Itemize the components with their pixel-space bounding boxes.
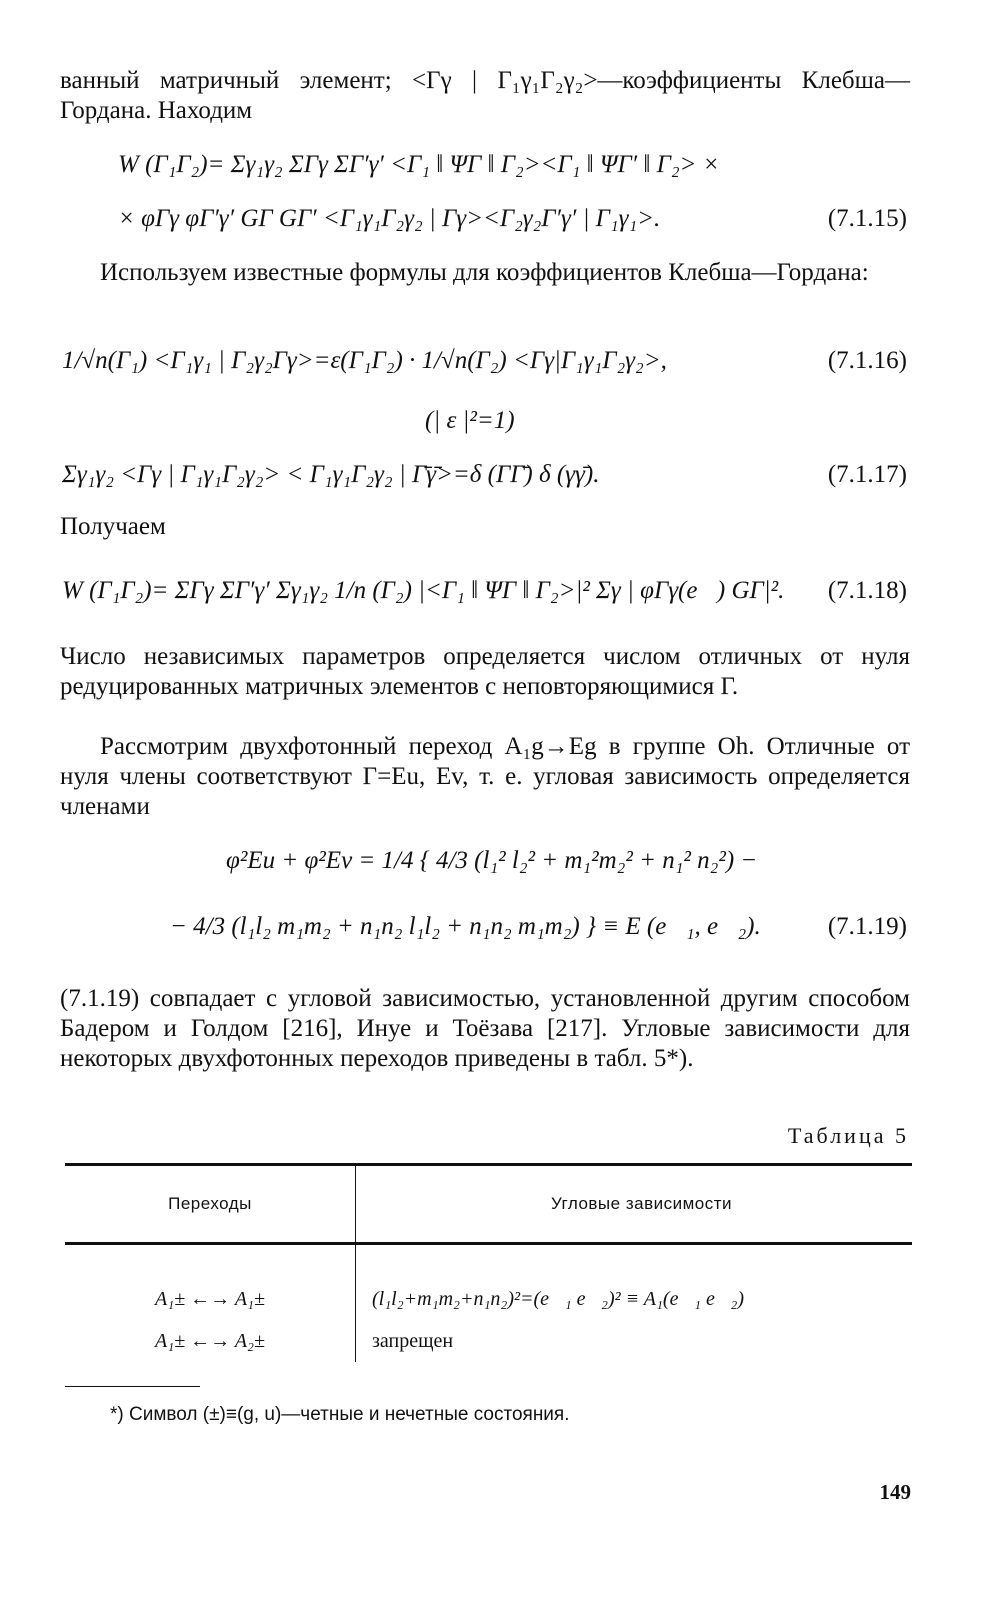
equation-7-1-19-line2: − 4/3 (l₁l₂ m₁m₂ + n₁n₂ l₁l₂ + n₁n₂ m₁m₂) } ≡ E (e⃗₁, e⃗₂).: [170, 913, 761, 940]
equation-7-1-16-condition: (| ε |²=1): [425, 407, 515, 434]
equation-number-7-1-17: (7.1.17): [827, 461, 907, 488]
paragraph-clebsch-gordan: Используем известные формулы для коэффициентов Клебша—Гордана:: [100, 259, 869, 286]
paragraph-obtain: Получаем: [60, 513, 166, 540]
column-header-transitions: Переходы: [65, 1165, 356, 1244]
table-caption: Таблица 5: [787, 1123, 909, 1148]
transition-cell: A₁± ←→ A₂±: [65, 1320, 356, 1362]
equation-7-1-15-line1: W (Γ₁Γ₂)= Σγ₁γ₂ ΣΓγ ΣΓ′γ′ <Γ₁ ‖ ΨΓ ‖ Γ₂><Γ₁ ‖ ΨΓ′ ‖ Γ₂> ×: [118, 151, 720, 178]
equation-7-1-15-line2: × φΓγ φΓ′γ′ GΓ GΓ′ <Γ₁γ₁Γ₂γ₂ | Γγ><Γ₂γ₂Γ′γ′ | Γ₁γ₁>.: [118, 205, 661, 232]
footnote-divider: [65, 1386, 200, 1387]
table-header-row: [65, 1165, 912, 1244]
transition-cell: A₁± ←→ A₁±: [65, 1244, 356, 1321]
footnote: *) Символ (±)≡(g, u)—четные и нечетные состояния.: [110, 1404, 570, 1425]
equation-7-1-16: 1/√n(Γ₁) <Γ₁γ₁ | Γ₂γ₂Γγ>=ε(Γ₁Γ₂) · 1/√n(Γ₂) <Γγ|Γ₁γ₁Γ₂γ₂>,: [62, 347, 667, 374]
page-number: 149: [879, 1480, 911, 1504]
equation-7-1-19-line1: φ²Eu + φ²Ev = 1/4 { 4/3 (l₁² l₂² + m₁²m₂² + n₁² n₂²) −: [226, 847, 758, 874]
equation-number-7-1-19: (7.1.19): [827, 913, 907, 940]
paragraph-agreement: (7.1.19) совпадает с угловой зависимостью, установленной другим способом Бадером и Голдом [216], Инуе и Тоёзава [217]. Угловые зависимости для некоторых двухфотонных переходов приведены в табл. 5*).: [60, 985, 910, 1072]
equation-number-7-1-15: (7.1.15): [827, 205, 907, 232]
table-row: [65, 1320, 912, 1362]
dependence-cell: (l₁l₂+m₁m₂+n₁n₂)²=(e⃗₁ e⃗₂)² ≡ A₁(e⃗₁ e⃗₂): [372, 1287, 745, 1310]
dependence-cell: запрещен: [372, 1329, 454, 1352]
equation-7-1-17: Σγ₁γ₂ <Γγ | Γ₁γ₁Γ₂γ₂> < Γ₁γ₁Γ₂γ₂ | Γ̄γ̄>=δ (ΓΓ̄) δ (γγ̄).: [62, 461, 600, 488]
column-header-angular-dependence: Угловые зависимости: [550, 1194, 733, 1213]
equation-7-1-18: W (Γ₁Γ₂)= ΣΓγ ΣΓ′γ′ Σγ₁γ₂ 1/n (Γ₂) |<Γ₁ ‖ ΨΓ ‖ Γ₂>|² Σγ | φΓγ(e⃗) GΓ|².: [62, 577, 785, 604]
paragraph-independent-params: Число независимых параметров определяется числом отличных от нуля редуцированных матричных элементов с неповторяющимися Γ.: [60, 643, 910, 700]
angular-dependence-table: [65, 1163, 912, 1362]
equation-number-7-1-18: (7.1.18): [827, 577, 907, 604]
equation-number-7-1-16: (7.1.16): [827, 347, 907, 374]
table-row: [65, 1244, 912, 1321]
paragraph-two-photon: Рассмотрим двухфотонный переход A₁g→Eg в группе Oh. Отличные от нуля члены соответствуют Γ=Eu, Ev, т. е. угловая зависимость определяется членами: [60, 733, 910, 820]
paragraph-intro: ванный матричный элемент; <Γγ | Γ₁γ₁Γ₂γ₂>—коэффициенты Клебша—Гордана. Находим: [60, 67, 910, 124]
